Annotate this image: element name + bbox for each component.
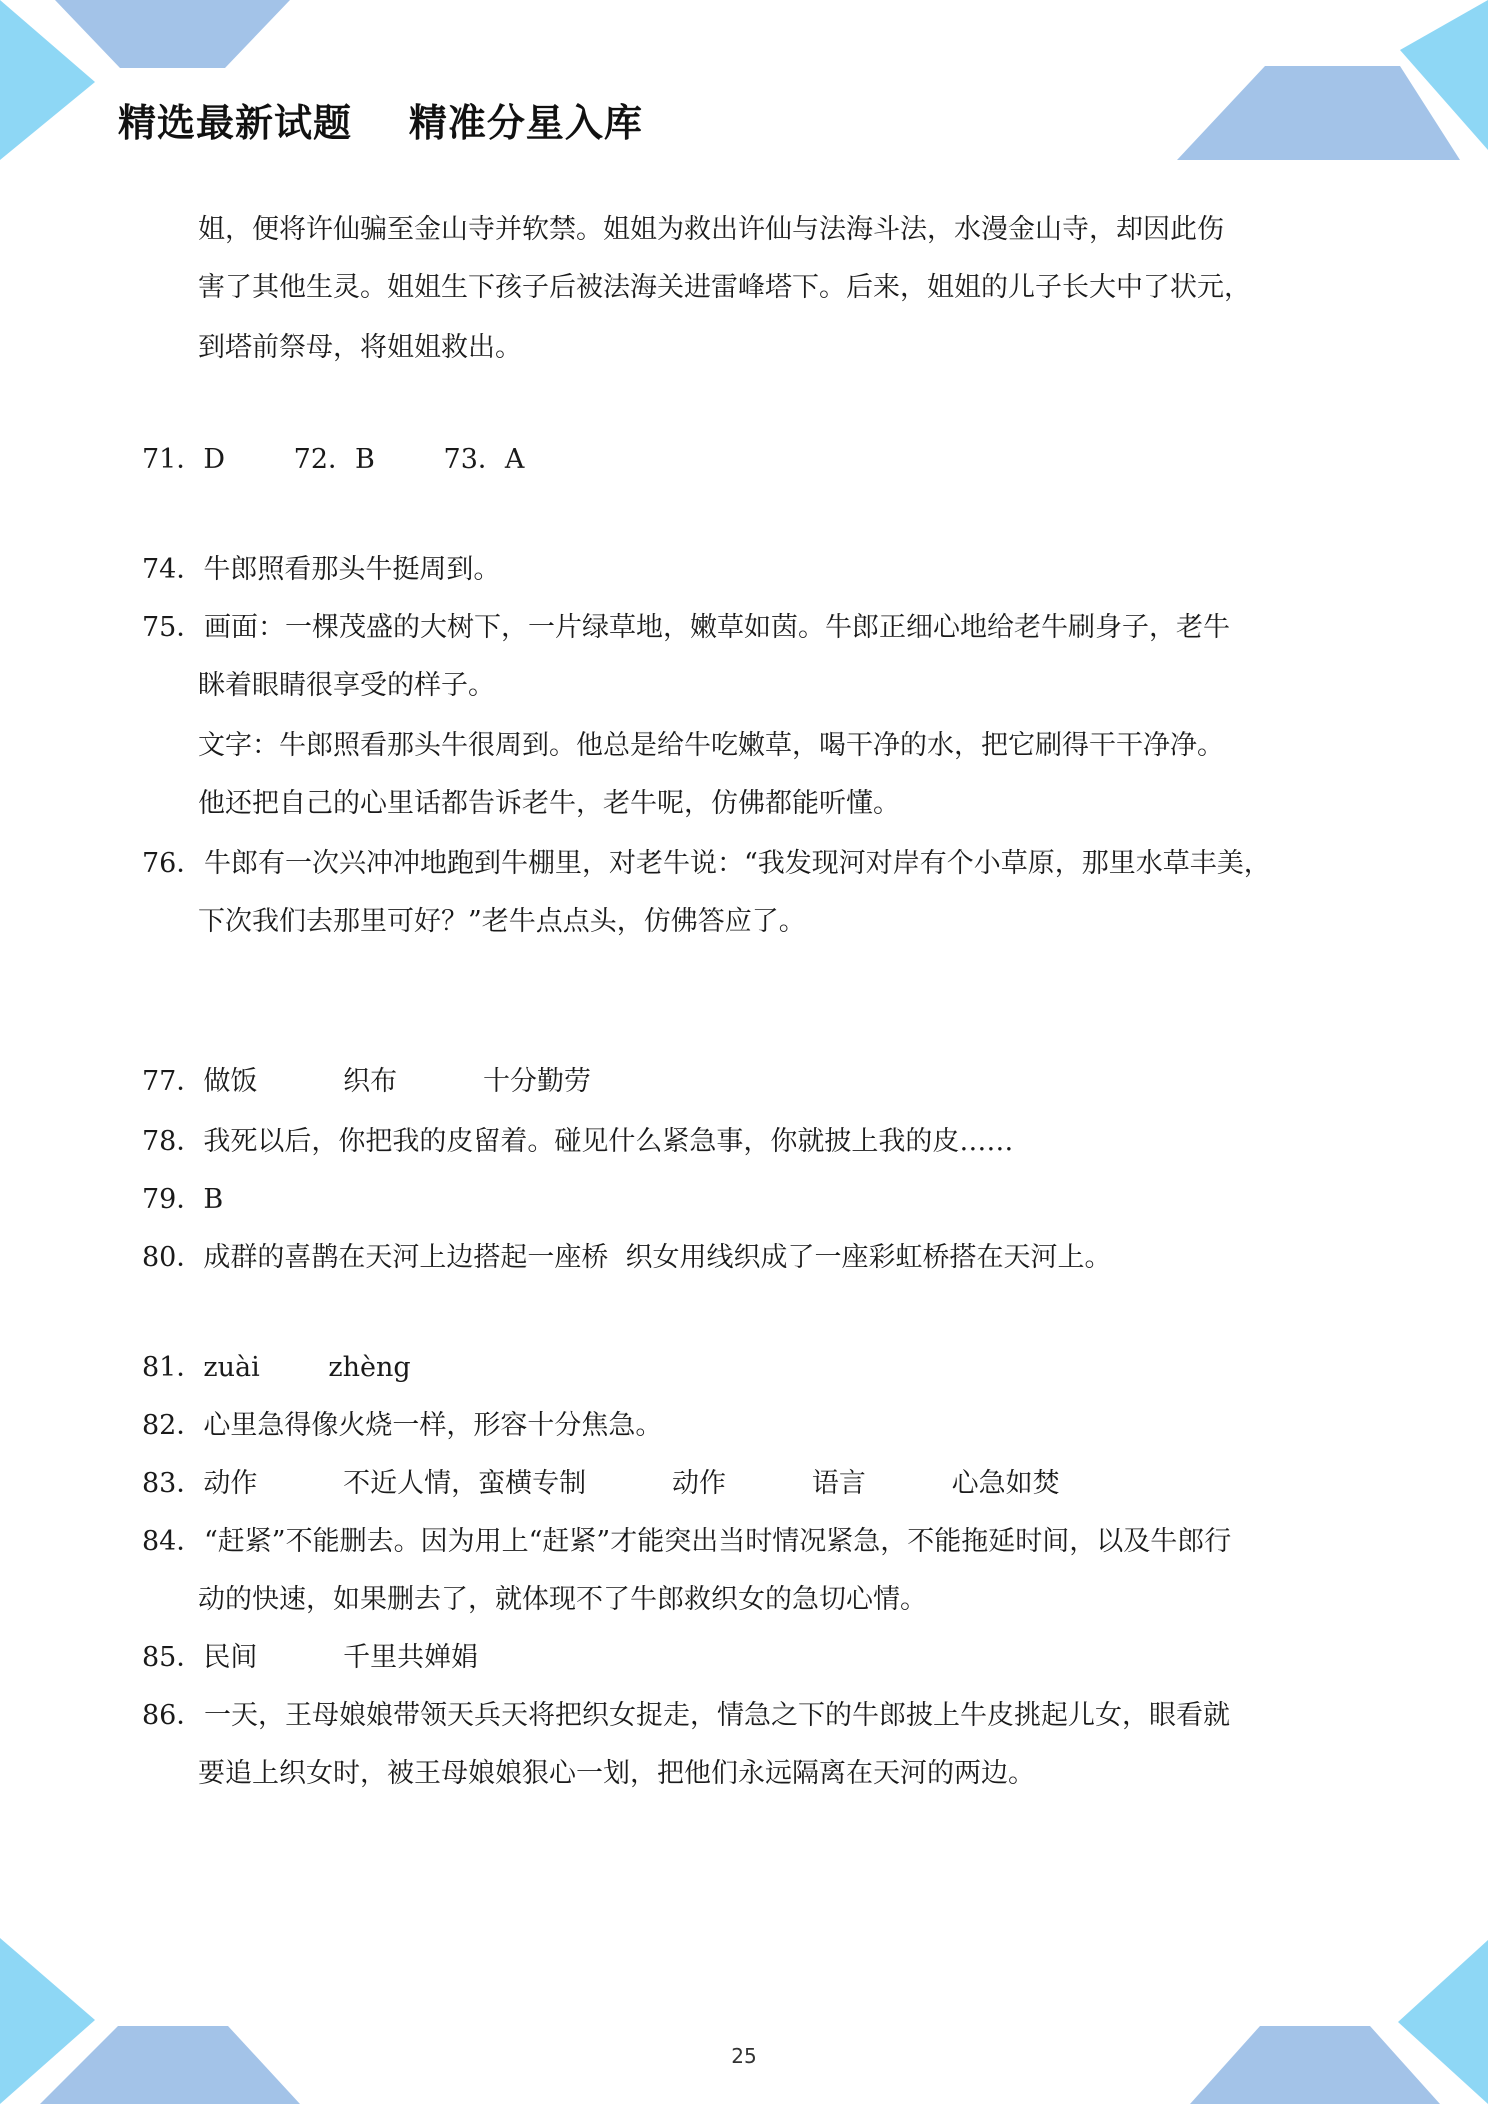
answer-76-number: 76． [142, 848, 204, 879]
answer-81: 81．zuài zhèng [142, 1352, 411, 1383]
continuation-line-3: 到塔前祭母，将姐姐救出。 [198, 332, 522, 363]
answer-84-number: 84． [142, 1526, 204, 1557]
answer-86-number: 86． [142, 1700, 204, 1731]
page-number: 25 [731, 2044, 757, 2068]
answer-79: 79．B [142, 1184, 224, 1215]
answer-75-line-4: 他还把自己的心里话都告诉老牛，老牛呢，仿佛都能听懂。 [198, 788, 900, 819]
answer-83: 83．动作 不近人情，蛮横专制 动作 语言 心急如焚 [142, 1468, 1060, 1499]
answer-80: 80．成群的喜鹊在天河上边搭起一座桥 织女用线织成了一座彩虹桥搭在天河上。 [142, 1242, 1112, 1273]
continuation-line-2: 害了其他生灵。姐姐生下孩子后被法海关进雷峰塔下。后来，姐姐的儿子长大中了状元， [198, 272, 1251, 303]
answer-76-line-1: 牛郎有一次兴冲冲地跑到牛棚里，对老牛说：“我发现河对岸有个小草原，那里水草丰美， [204, 848, 1271, 879]
answer-75-line-2: 眯着眼睛很享受的样子。 [198, 670, 495, 701]
header-title: 精选最新试题 精准分星入库 [118, 101, 643, 145]
answer-82: 82．心里急得像火烧一样，形容十分焦急。 [142, 1410, 663, 1441]
answer-75-line-1: 画面：一棵茂盛的大树下，一片绿草地，嫩草如茵。牛郎正细心地给老牛刷身子，老牛 [204, 612, 1230, 643]
answer-77: 77．做饭 织布 十分勤劳 [142, 1066, 592, 1097]
answer-75-number: 75． [142, 612, 204, 643]
answer-86-line-2: 要追上织女时，被王母娘娘狠心一划，把他们永远隔离在天河的两边。 [198, 1758, 1035, 1789]
answer-86-line-1: 一天，王母娘娘带领天兵天将把织女捉走，情急之下的牛郎披上牛皮挑起儿女，眼看就 [204, 1700, 1230, 1731]
continuation-line-1: 姐，便将许仙骗至金山寺并软禁。姐姐为救出许仙与法海斗法，水漫金山寺，却因此伤 [198, 214, 1224, 245]
answer-75-line-3: 文字：牛郎照看那头牛很周到。他总是给牛吃嫩草，喝干净的水，把它刷得干干净净。 [198, 730, 1224, 761]
answer-84-line-2: 动的快速，如果删去了，就体现不了牛郎救织女的急切心情。 [198, 1584, 927, 1615]
answer-71-73: 71．D 72．B 73．A [142, 444, 525, 475]
answer-74: 74．牛郎照看那头牛挺周到。 [142, 554, 501, 585]
answer-85: 85．民间 千里共婵娟 [142, 1642, 479, 1673]
answer-76-line-2: 下次我们去那里可好？”老牛点点头，仿佛答应了。 [198, 906, 806, 937]
answer-84-line-1: “赶紧”不能删去。因为用上“赶紧”才能突出当时情况紧急，不能拖延时间，以及牛郎行 [204, 1526, 1232, 1557]
answer-78: 78．我死以后，你把我的皮留着。碰见什么紧急事，你就披上我的皮…… [142, 1126, 1014, 1157]
